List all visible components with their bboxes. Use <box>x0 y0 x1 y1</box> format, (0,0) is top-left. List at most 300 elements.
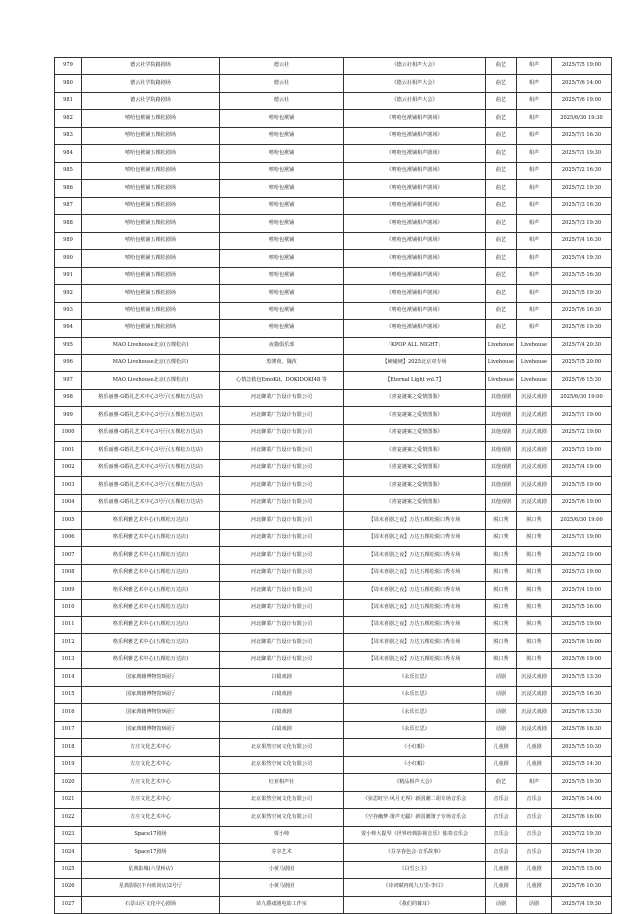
subcategory-cell: 相声 <box>517 92 552 109</box>
organizer-cell: 河北御業广告设计有限公司 <box>220 424 344 441</box>
program-title-cell: 【周末喜剧之夜】万达五棵松脱口秀专场 <box>344 599 486 616</box>
organizer-cell: 河北御業广告设计有限公司 <box>220 582 344 599</box>
show-time-cell: 2025/7/1 19:00 <box>552 407 612 424</box>
venue-cell: 德云社学院路剧场 <box>82 92 220 109</box>
table-row <box>55 651 612 668</box>
program-title-cell: 《喜宴謎案之爱情图鉴》 <box>344 477 486 494</box>
category-cell: 曲艺 <box>486 92 517 109</box>
organizer-cell: 小黄马剧团 <box>220 861 344 878</box>
organizer-cell: 河北御業广告设计有限公司 <box>220 407 344 424</box>
table-row <box>55 459 612 476</box>
program-title-cell: 《永乐长思》 <box>344 721 486 738</box>
row-number-cell: 1027 <box>55 896 82 913</box>
venue-cell: 方庄文化艺术中心 <box>82 774 220 791</box>
venue-cell: 国家典籍博物馆9展厅 <box>82 721 220 738</box>
table-row <box>55 582 612 599</box>
subcategory-cell: 沉浸式戏剧 <box>517 459 552 476</box>
program-title-cell: 《德云社相声大会》 <box>344 58 486 75</box>
show-time-cell: 2025/7/6 16:00 <box>552 634 612 651</box>
venue-cell: 嘻哈包袱铺五棵松剧场 <box>82 127 220 144</box>
category-cell: 曲艺 <box>486 75 517 92</box>
program-title-cell: 《嘻哈包袱铺相声剧场》 <box>344 127 486 144</box>
organizer-cell: 德云社 <box>220 58 344 75</box>
table-row <box>55 721 612 738</box>
organizer-cell: 河北御業广告设计有限公司 <box>220 634 344 651</box>
table-row <box>55 686 612 703</box>
organizer-cell: 德云社 <box>220 92 344 109</box>
show-time-cell: 2025/7/6 13:30 <box>552 704 612 721</box>
show-time-cell: 2025/7/6 16:30 <box>552 302 612 319</box>
organizer-cell: 嘻哈包袱铺 <box>220 232 344 249</box>
row-number-cell: 1024 <box>55 844 82 861</box>
row-number-cell: 993 <box>55 302 82 319</box>
organizer-cell: 嘻哈包袱铺 <box>220 320 344 337</box>
table-row <box>55 302 612 319</box>
program-title-cell: 《我们的篝耳》 <box>344 896 486 913</box>
row-number-cell: 1005 <box>55 512 82 529</box>
venue-cell: 嘻哈包袱铺五棵松剧场 <box>82 215 220 232</box>
show-time-cell: 2025/7/6 19:30 <box>552 320 612 337</box>
show-time-cell: 2025/7/6 19:00 <box>552 494 612 511</box>
organizer-cell: 河北御業广告设计有限公司 <box>220 529 344 546</box>
venue-cell: 格乐利雅艺术中心(五棵松万达店) <box>82 651 220 668</box>
program-title-cell: 《嘻哈包袱铺相声剧场》 <box>344 232 486 249</box>
table-row <box>55 791 612 808</box>
row-number-cell: 996 <box>55 354 82 371</box>
subcategory-cell: 脱口秀 <box>517 547 552 564</box>
table-row <box>55 92 612 109</box>
subcategory-cell: 儿童剧 <box>517 879 552 896</box>
show-time-cell: 2025/7/5 16:30 <box>552 267 612 284</box>
program-title-cell: 贾小帅大提琴《世界经典影视音乐》独奏音乐会 <box>344 826 486 843</box>
subcategory-cell: Livehouse <box>517 354 552 371</box>
table-row <box>55 250 612 267</box>
row-number-cell: 1006 <box>55 529 82 546</box>
program-title-cell: 《弦思时空·风月无界》新国潮二胡专场音乐会 <box>344 791 486 808</box>
category-cell: 曲艺 <box>486 215 517 232</box>
row-number-cell: 1016 <box>55 704 82 721</box>
organizer-cell: 白镜戏剧 <box>220 721 344 738</box>
show-time-cell: 2025/7/2 16:30 <box>552 162 612 179</box>
subcategory-cell: 脱口秀 <box>517 599 552 616</box>
category-cell: 儿童剧 <box>486 756 517 773</box>
subcategory-cell: 相声 <box>517 127 552 144</box>
organizer-cell: 夜猫俱乐部 <box>220 337 344 354</box>
table-row <box>55 756 612 773</box>
program-title-cell: 《空谷幽梦·箫声无疆》新国潮箫子专场音乐会 <box>344 809 486 826</box>
table-row <box>55 145 612 162</box>
row-number-cell: 1000 <box>55 424 82 441</box>
table-row <box>55 407 612 424</box>
program-title-cell: 《嘻哈包袱铺相声剧场》 <box>344 215 486 232</box>
venue-cell: 格乐利雅艺术中心(五棵松万达店) <box>82 529 220 546</box>
show-time-cell: 2025/7/5 19:00 <box>552 617 612 634</box>
show-time-cell: 2025/7/5 10:30 <box>552 739 612 756</box>
program-title-cell: 《嘻哈包袱铺相声剧场》 <box>344 197 486 214</box>
category-cell: 曲艺 <box>486 127 517 144</box>
table-row <box>55 267 612 284</box>
row-number-cell: 1012 <box>55 634 82 651</box>
table-row <box>55 180 612 197</box>
program-title-cell: 《嘻哈包袱铺相声剧场》 <box>344 162 486 179</box>
show-time-cell: 2025/7/6 10:30 <box>552 879 612 896</box>
venue-cell: 格乐丽雅·G婚礼艺术中心3号厅(五棵松万达店) <box>82 389 220 406</box>
table-row <box>55 337 612 354</box>
show-time-cell: 2025/7/6 14:00 <box>552 75 612 92</box>
show-time-cell: 2025/7/5 19:00 <box>552 58 612 75</box>
venue-cell: 方庄文化艺术中心 <box>82 809 220 826</box>
table-row <box>55 599 612 616</box>
table-row <box>55 127 612 144</box>
subcategory-cell: 相声 <box>517 232 552 249</box>
row-number-cell: 1023 <box>55 826 82 843</box>
category-cell: Livehouse <box>486 372 517 389</box>
organizer-cell: 河北御業广告设计有限公司 <box>220 599 344 616</box>
subcategory-cell: 相声 <box>517 75 552 92</box>
category-cell: 儿童剧 <box>486 861 517 878</box>
table-row <box>55 285 612 302</box>
category-cell: 脱口秀 <box>486 599 517 616</box>
table-row <box>55 634 612 651</box>
category-cell: 脱口秀 <box>486 651 517 668</box>
table-row <box>55 809 612 826</box>
venue-cell: 格乐丽雅·G婚礼艺术中心3号厅(五棵松万达店) <box>82 424 220 441</box>
program-title-cell: 《芬享春色会·音乐故事》 <box>344 844 486 861</box>
schedule-sheet <box>54 57 603 914</box>
category-cell: 曲艺 <box>486 250 517 267</box>
program-title-cell: 「KPOP ALL NIGHT」 <box>344 337 486 354</box>
venue-cell: MAO Livehouse北京(五棵松店) <box>82 337 220 354</box>
program-title-cell: 【周末喜剧之夜】万达五棵松脱口秀专场 <box>344 634 486 651</box>
show-time-cell: 2025/7/5 19:30 <box>552 774 612 791</box>
organizer-cell: 北京果然空间文化有限公司 <box>220 809 344 826</box>
table-row <box>55 372 612 389</box>
subcategory-cell: 脱口秀 <box>517 634 552 651</box>
program-title-cell: 《永乐长思》 <box>344 704 486 721</box>
venue-cell: 方庄文化艺术中心 <box>82 739 220 756</box>
row-number-cell: 1003 <box>55 477 82 494</box>
subcategory-cell: 脱口秀 <box>517 564 552 581</box>
show-time-cell: 2025/7/5 19:30 <box>552 285 612 302</box>
venue-cell: 方庄文化艺术中心 <box>82 791 220 808</box>
row-number-cell: 1019 <box>55 756 82 773</box>
organizer-cell: 德云社 <box>220 75 344 92</box>
row-number-cell: 979 <box>55 58 82 75</box>
subcategory-cell: 相声 <box>517 197 552 214</box>
show-time-cell: 2025/7/5 20:00 <box>552 354 612 371</box>
row-number-cell: 1009 <box>55 582 82 599</box>
organizer-cell: 嘻哈包袱铺 <box>220 180 344 197</box>
venue-cell: 嘻哈包袱铺五棵松剧场 <box>82 110 220 127</box>
row-number-cell: 989 <box>55 232 82 249</box>
show-time-cell: 2025/6/30 19:00 <box>552 389 612 406</box>
row-number-cell: 980 <box>55 75 82 92</box>
organizer-cell: 河北御業广告设计有限公司 <box>220 459 344 476</box>
table-body <box>55 58 612 914</box>
row-number-cell: 987 <box>55 197 82 214</box>
organizer-cell: 河北御業广告设计有限公司 <box>220 651 344 668</box>
row-number-cell: 988 <box>55 215 82 232</box>
table-row <box>55 774 612 791</box>
venue-cell: 格乐利雅艺术中心(五棵松万达店) <box>82 512 220 529</box>
category-cell: Livehouse <box>486 337 517 354</box>
category-cell: 话剧 <box>486 704 517 721</box>
venue-cell: 德云社学院路剧场 <box>82 75 220 92</box>
subcategory-cell: 相声 <box>517 145 552 162</box>
show-time-cell: 2025/7/2 19:30 <box>552 180 612 197</box>
show-time-cell: 2025/7/6 19:00 <box>552 651 612 668</box>
row-number-cell: 984 <box>55 145 82 162</box>
row-number-cell: 1013 <box>55 651 82 668</box>
venue-cell: 格乐利雅艺术中心(五棵松万达店) <box>82 599 220 616</box>
venue-cell: 嘻哈包袱铺五棵松剧场 <box>82 197 220 214</box>
program-title-cell: 【周末喜剧之夜】万达五棵松脱口秀专场 <box>344 529 486 546</box>
table-row <box>55 110 612 127</box>
row-number-cell: 999 <box>55 407 82 424</box>
show-time-cell: 2025/7/5 15:00 <box>552 861 612 878</box>
show-time-cell: 2025/6/30 19:30 <box>552 110 612 127</box>
program-title-cell: 【周末喜剧之夜】万达五棵松脱口秀专场 <box>344 617 486 634</box>
show-time-cell: 2025/7/5 19:00 <box>552 477 612 494</box>
subcategory-cell: 沉浸式戏剧 <box>517 442 552 459</box>
subcategory-cell: 相声 <box>517 320 552 337</box>
program-title-cell: 《永乐长思》 <box>344 669 486 686</box>
program-title-cell: 《喜宴謎案之爱情图鉴》 <box>344 389 486 406</box>
organizer-cell: 芬享艺术 <box>220 844 344 861</box>
row-number-cell: 1020 <box>55 774 82 791</box>
category-cell: 儿童剧 <box>486 879 517 896</box>
program-title-cell: 《嘻哈包袱铺相声剧场》 <box>344 302 486 319</box>
row-number-cell: 983 <box>55 127 82 144</box>
program-title-cell: 【硬碰硬】2025北京双专场 <box>344 354 486 371</box>
show-time-cell: 2025/7/4 19:00 <box>552 459 612 476</box>
category-cell: 音乐会 <box>486 809 517 826</box>
program-title-cell: 《喜宴謎案之爱情图鉴》 <box>344 494 486 511</box>
table-row <box>55 215 612 232</box>
venue-cell: 方庄文化艺术中心 <box>82 756 220 773</box>
venue-cell: MAO Livehouse北京(五棵松店) <box>82 354 220 371</box>
subcategory-cell: 相声 <box>517 58 552 75</box>
organizer-cell: 河北御業广告设计有限公司 <box>220 547 344 564</box>
organizer-cell: 北京果然空间文化有限公司 <box>220 791 344 808</box>
venue-cell: 格乐丽雅·G婚礼艺术中心3号厅(五棵松万达店) <box>82 407 220 424</box>
venue-cell: Space17剧场 <box>82 844 220 861</box>
table-row <box>55 512 612 529</box>
row-number-cell: 997 <box>55 372 82 389</box>
table-row <box>55 354 612 371</box>
table-row <box>55 896 612 913</box>
venue-cell: 嘻哈包袱铺五棵松剧场 <box>82 302 220 319</box>
show-time-cell: 2025/7/2 19:00 <box>552 424 612 441</box>
table-row <box>55 477 612 494</box>
subcategory-cell: 脱口秀 <box>517 617 552 634</box>
subcategory-cell: 儿童剧 <box>517 756 552 773</box>
table-row <box>55 564 612 581</box>
venue-cell: 嘻哈包袱铺五棵松剧场 <box>82 180 220 197</box>
table-row <box>55 197 612 214</box>
show-time-cell: 2025/6/30 19:00 <box>552 512 612 529</box>
program-title-cell: 《嘻哈包袱铺相声剧场》 <box>344 180 486 197</box>
organizer-cell: 嘻哈包袱铺 <box>220 285 344 302</box>
subcategory-cell: 沉浸式戏剧 <box>517 424 552 441</box>
subcategory-cell: 相声 <box>517 267 552 284</box>
venue-cell: 格乐利雅艺术中心(五棵松万达店) <box>82 547 220 564</box>
organizer-cell: 河北御業广告设计有限公司 <box>220 564 344 581</box>
category-cell: 脱口秀 <box>486 529 517 546</box>
table-row <box>55 739 612 756</box>
subcategory-cell: Livehouse <box>517 337 552 354</box>
subcategory-cell: 相声 <box>517 162 552 179</box>
row-number-cell: 1002 <box>55 459 82 476</box>
category-cell: 音乐会 <box>486 826 517 843</box>
show-time-cell: 2025/7/4 16:30 <box>552 232 612 249</box>
show-time-cell: 2025/7/6 15:30 <box>552 372 612 389</box>
venue-cell: Space17剧场 <box>82 826 220 843</box>
row-number-cell: 998 <box>55 389 82 406</box>
table-row <box>55 826 612 843</box>
subcategory-cell: 脱口秀 <box>517 512 552 529</box>
subcategory-cell: 相声 <box>517 110 552 127</box>
row-number-cell: 1008 <box>55 564 82 581</box>
show-time-cell: 2025/7/6 16:00 <box>552 809 612 826</box>
program-title-cell: 《嘻哈包袱铺相声剧场》 <box>344 267 486 284</box>
row-number-cell: 1010 <box>55 599 82 616</box>
show-time-cell: 2025/7/3 19:00 <box>552 564 612 581</box>
table-row <box>55 162 612 179</box>
row-number-cell: 1007 <box>55 547 82 564</box>
table-row <box>55 704 612 721</box>
organizer-cell: 嘻哈包袱铺 <box>220 197 344 214</box>
program-title-cell: 【周末喜剧之夜】万达五棵松脱口秀专场 <box>344 512 486 529</box>
row-number-cell: 986 <box>55 180 82 197</box>
show-time-cell: 2025/7/5 14:30 <box>552 756 612 773</box>
venue-cell: 嘻哈包袱铺五棵松剧场 <box>82 250 220 267</box>
category-cell: 其他戏剧 <box>486 389 517 406</box>
category-cell: 音乐会 <box>486 844 517 861</box>
venue-cell: 嘻哈包袱铺五棵松剧场 <box>82 267 220 284</box>
program-title-cell: 【Eternal Light vol.7】 <box>344 372 486 389</box>
venue-cell: 嘻哈包袱铺五棵松剧场 <box>82 162 220 179</box>
row-number-cell: 994 <box>55 320 82 337</box>
row-number-cell: 991 <box>55 267 82 284</box>
row-number-cell: 981 <box>55 92 82 109</box>
category-cell: 其他戏剧 <box>486 494 517 511</box>
organizer-cell: 河北御業广告设计有限公司 <box>220 477 344 494</box>
row-number-cell: 1011 <box>55 617 82 634</box>
venue-cell: 国家典籍博物馆9展厅 <box>82 704 220 721</box>
row-number-cell: 985 <box>55 162 82 179</box>
subcategory-cell: 沉浸式戏剧 <box>517 494 552 511</box>
table-row <box>55 442 612 459</box>
table-row <box>55 320 612 337</box>
show-time-cell: 2025/7/3 16:30 <box>552 197 612 214</box>
subcategory-cell: 音乐会 <box>517 826 552 843</box>
table-row <box>55 232 612 249</box>
venue-cell: 嘻哈包袱铺五棵松剧场 <box>82 145 220 162</box>
row-number-cell: 1004 <box>55 494 82 511</box>
venue-cell: 格乐利雅艺术中心(五棵松万达店) <box>82 582 220 599</box>
program-title-cell: 《精品相声大会》 <box>344 774 486 791</box>
table-row <box>55 617 612 634</box>
category-cell: 其他戏剧 <box>486 442 517 459</box>
program-title-cell: 《喜宴謎案之爱情图鉴》 <box>344 407 486 424</box>
subcategory-cell: 沉浸式戏剧 <box>517 407 552 424</box>
organizer-cell: 嘻哈包袱铺 <box>220 302 344 319</box>
venue-cell: 格乐丽雅·G婚礼艺术中心3号厅(五棵松万达店) <box>82 442 220 459</box>
show-time-cell: 2025/7/4 19:00 <box>552 582 612 599</box>
show-time-cell: 2025/7/1 19:00 <box>552 529 612 546</box>
category-cell: 曲艺 <box>486 58 517 75</box>
show-time-cell: 2025/7/6 14:00 <box>552 791 612 808</box>
subcategory-cell: 儿童剧 <box>517 861 552 878</box>
row-number-cell: 995 <box>55 337 82 354</box>
organizer-cell: 白镜戏剧 <box>220 686 344 703</box>
category-cell: 曲艺 <box>486 232 517 249</box>
category-cell: 曲艺 <box>486 267 517 284</box>
subcategory-cell: 沉浸式戏剧 <box>517 669 552 686</box>
program-title-cell: 《永乐长思》 <box>344 686 486 703</box>
subcategory-cell: 相声 <box>517 302 552 319</box>
show-time-cell: 2025/7/4 19:30 <box>552 896 612 913</box>
organizer-cell: 河北御業广告设计有限公司 <box>220 512 344 529</box>
subcategory-cell: 沉浸式戏剧 <box>517 389 552 406</box>
show-time-cell: 2025/7/2 19:30 <box>552 826 612 843</box>
subcategory-cell: 相声 <box>517 180 552 197</box>
category-cell: 脱口秀 <box>486 512 517 529</box>
row-number-cell: 1015 <box>55 686 82 703</box>
program-title-cell: 《诗词赋再现九万里-李白》 <box>344 879 486 896</box>
venue-cell: 国家典籍博物馆9展厅 <box>82 669 220 686</box>
venue-cell: 星典影院(丰台欧尚店)2号厅 <box>82 879 220 896</box>
subcategory-cell: 音乐会 <box>517 809 552 826</box>
show-time-cell: 2025/7/6 19:00 <box>552 92 612 109</box>
program-title-cell: 《小红帽》 <box>344 756 486 773</box>
show-time-cell: 2025/7/1 16:30 <box>552 127 612 144</box>
program-title-cell: 《嘻哈包袱铺相声剧场》 <box>344 110 486 127</box>
organizer-cell: 嘻哈包袱铺 <box>220 162 344 179</box>
category-cell: 话剧 <box>486 669 517 686</box>
category-cell: 曲艺 <box>486 774 517 791</box>
program-title-cell: 【周末喜剧之夜】万达五棵松脱口秀专场 <box>344 547 486 564</box>
performance-table <box>54 57 612 914</box>
show-time-cell: 2025/7/5 16:30 <box>552 686 612 703</box>
venue-cell: 格乐利雅艺术中心(五棵松万达店) <box>82 634 220 651</box>
show-time-cell: 2025/7/3 19:30 <box>552 215 612 232</box>
table-row <box>55 844 612 861</box>
table-row <box>55 75 612 92</box>
subcategory-cell: 相声 <box>517 215 552 232</box>
organizer-cell: 嘻哈包袱铺 <box>220 127 344 144</box>
organizer-cell: 北京果然空间文化有限公司 <box>220 739 344 756</box>
venue-cell: 格乐丽雅·G婚礼艺术中心3号厅(五棵松万达店) <box>82 459 220 476</box>
category-cell: 曲艺 <box>486 162 517 179</box>
row-number-cell: 1017 <box>55 721 82 738</box>
organizer-cell: 嘻哈包袱铺 <box>220 267 344 284</box>
organizer-cell: 白镜戏剧 <box>220 669 344 686</box>
show-time-cell: 2025/7/4 19:30 <box>552 250 612 267</box>
category-cell: 其他戏剧 <box>486 459 517 476</box>
row-number-cell: 1022 <box>55 809 82 826</box>
program-title-cell: 《喜宴謎案之爱情图鉴》 <box>344 459 486 476</box>
organizer-cell: 北京果然空间文化有限公司 <box>220 756 344 773</box>
row-number-cell: 1026 <box>55 879 82 896</box>
subcategory-cell: 沉浸式戏剧 <box>517 721 552 738</box>
program-title-cell: 《小红帽》 <box>344 739 486 756</box>
row-number-cell: 992 <box>55 285 82 302</box>
show-time-cell: 2025/7/3 19:00 <box>552 442 612 459</box>
organizer-cell: 心情急救包EmoKit、DOKIDOKI48 等 <box>220 372 344 389</box>
show-time-cell: 2025/7/5 16:00 <box>552 599 612 616</box>
